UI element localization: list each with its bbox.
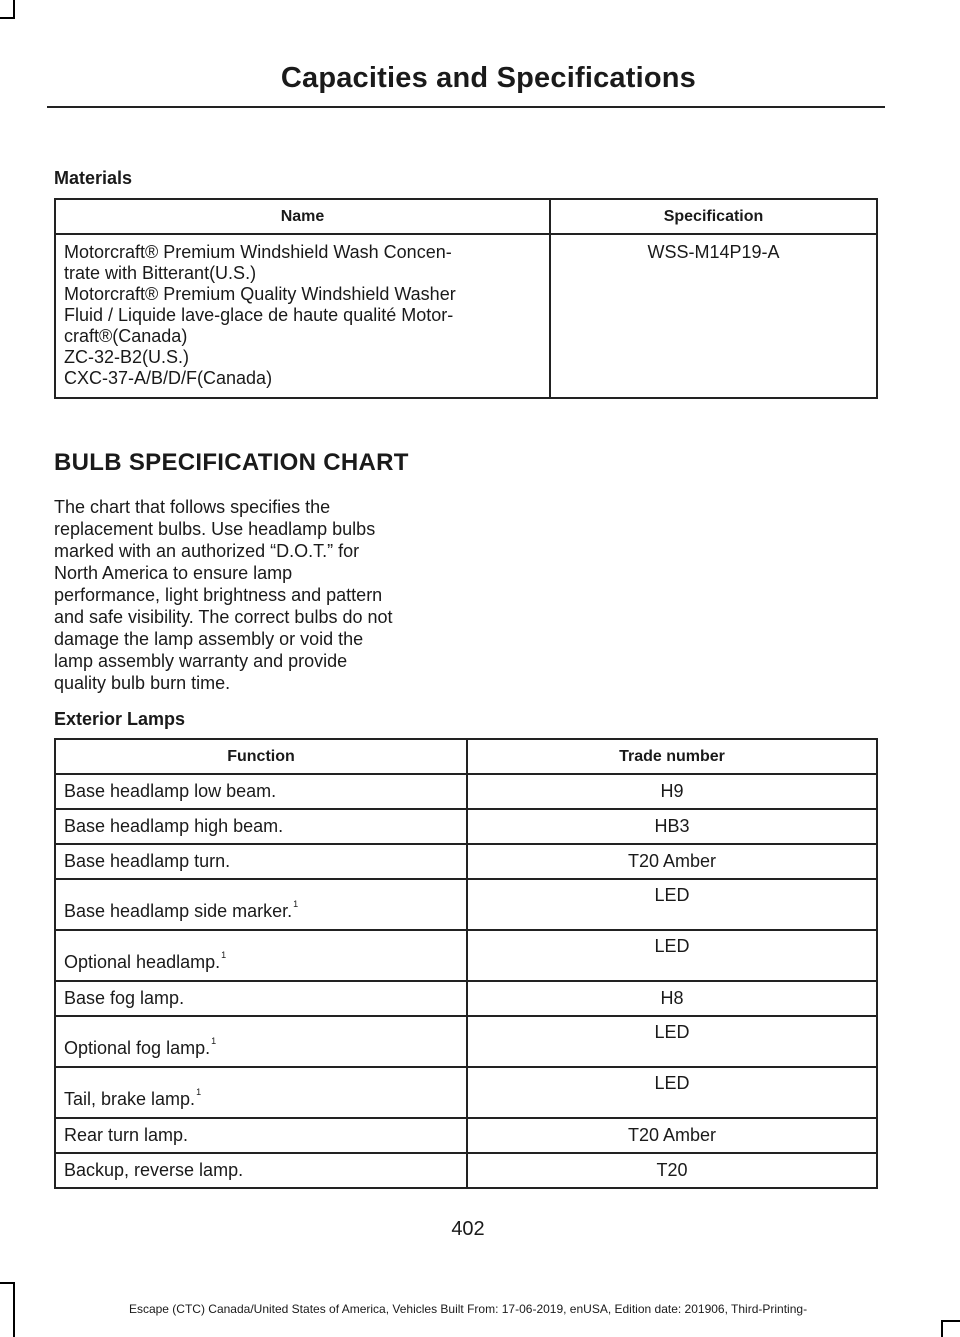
- lamp-trade-number-cell: T20: [467, 1153, 877, 1188]
- intro-line: quality bulb burn time.: [54, 673, 231, 693]
- material-name-line: ZC-32-B2(U.S.): [64, 347, 190, 367]
- material-name-line: Fluid / Liquide lave-glace de haute qualité Motor-: [64, 305, 454, 325]
- table-row: [55, 930, 877, 981]
- intro-line: The chart that follows specifies the: [54, 497, 331, 517]
- materials-table: [54, 198, 878, 399]
- table-row: [55, 234, 877, 398]
- table-row: [55, 809, 877, 844]
- lamp-trade-number-cell: T20 Amber: [467, 1118, 877, 1153]
- lamp-trade-number-cell: LED: [467, 1067, 877, 1118]
- lamp-function: Optional fog lamp.: [64, 1038, 211, 1058]
- lamp-function: Base fog lamp.: [64, 988, 185, 1008]
- exterior-lamps-table: [54, 738, 878, 1189]
- intro-line: replacement bulbs. Use headlamp bulbs: [54, 519, 376, 539]
- materials-label: Materials: [54, 168, 133, 188]
- footnote-marker: 1: [293, 899, 299, 909]
- material-name-line: CXC-37-A/B/D/F(Canada): [64, 368, 273, 388]
- bulb-chart-intro: [54, 496, 454, 694]
- lamp-trade-number-cell: LED: [467, 930, 877, 981]
- lamp-function-cell: [55, 844, 467, 879]
- intro-line: North America to ensure lamp: [54, 563, 293, 583]
- crop-mark: [0, 1282, 15, 1284]
- page-number: 402: [451, 1218, 485, 1240]
- lamp-function-cell: [55, 930, 467, 981]
- column-header-specification: Specification: [550, 199, 877, 234]
- table-row: [55, 1153, 877, 1188]
- table-row: [55, 1016, 877, 1067]
- exterior-lamps-label: Exterior Lamps: [54, 709, 186, 729]
- lamp-trade-number-cell: HB3: [467, 809, 877, 844]
- lamp-function: Rear turn lamp.: [64, 1125, 189, 1145]
- intro-line: and safe visibility. The correct bulbs do not: [54, 607, 393, 627]
- crop-mark: [0, 17, 15, 19]
- page-title: Capacities and Specifications: [280, 62, 696, 94]
- lamp-function-cell: [55, 879, 467, 930]
- lamp-function-cell: [55, 1016, 467, 1067]
- lamp-function: Base headlamp low beam.: [64, 781, 277, 801]
- page-footer: Escape (CTC) Canada/United States of America, Vehicles Built From: 17-06-2019, enUSA, Edition date: 201906, Third-Printing-: [128, 1302, 808, 1316]
- intro-line: marked with an authorized “D.O.T.” for: [54, 541, 360, 561]
- lamp-trade-number-cell: LED: [467, 1016, 877, 1067]
- lamp-function-cell: [55, 809, 467, 844]
- lamp-function: Backup, reverse lamp.: [64, 1160, 244, 1180]
- material-name-line: trate with Bitterant(U.S.): [64, 263, 257, 283]
- column-header-trade-number: Trade number: [467, 739, 877, 774]
- lamp-trade-number-cell: T20 Amber: [467, 844, 877, 879]
- lamp-function: Base headlamp high beam.: [64, 816, 284, 836]
- lamp-function-cell: [55, 1153, 467, 1188]
- crop-mark: [941, 1320, 960, 1322]
- lamp-function: Tail, brake lamp.: [64, 1089, 196, 1109]
- lamp-function: Optional headlamp.: [64, 952, 221, 972]
- material-name-cell: [55, 234, 550, 398]
- lamp-trade-number-cell: H9: [467, 774, 877, 809]
- crop-mark: [13, 0, 15, 17]
- lamp-trade-number-cell: H8: [467, 981, 877, 1016]
- header-rule: [47, 106, 885, 108]
- material-name-line: Motorcraft® Premium Quality Windshield Washer: [64, 284, 456, 304]
- material-specification-cell: WSS-M14P19-A: [550, 234, 877, 398]
- footnote-marker: 1: [221, 950, 227, 960]
- column-header-name: Name: [55, 199, 550, 234]
- footnote-marker: 1: [196, 1087, 202, 1097]
- table-row: [55, 844, 877, 879]
- lamp-function: Base headlamp side marker.: [64, 901, 293, 921]
- lamp-function-cell: [55, 981, 467, 1016]
- material-name-line: craft®(Canada): [64, 326, 188, 346]
- table-row: [55, 981, 877, 1016]
- column-header-function: Function: [55, 739, 467, 774]
- lamp-function: Base headlamp turn.: [64, 851, 231, 871]
- lamp-function-cell: [55, 774, 467, 809]
- intro-line: performance, light brightness and pattern: [54, 585, 383, 605]
- table-header-row: [55, 739, 877, 774]
- intro-line: damage the lamp assembly or void the: [54, 629, 364, 649]
- table-row: [55, 1118, 877, 1153]
- table-row: [55, 879, 877, 930]
- lamp-function-cell: [55, 1067, 467, 1118]
- crop-mark: [941, 1320, 943, 1337]
- lamp-function-cell: [55, 1118, 467, 1153]
- intro-line: lamp assembly warranty and provide: [54, 651, 348, 671]
- material-name-line: Motorcraft® Premium Windshield Wash Concen-: [64, 242, 452, 262]
- table-row: [55, 1067, 877, 1118]
- footnote-marker: 1: [211, 1036, 217, 1046]
- bulb-chart-heading: BULB SPECIFICATION CHART: [54, 449, 409, 476]
- table-header-row: [55, 199, 877, 234]
- lamp-trade-number-cell: LED: [467, 879, 877, 930]
- table-row: [55, 774, 877, 809]
